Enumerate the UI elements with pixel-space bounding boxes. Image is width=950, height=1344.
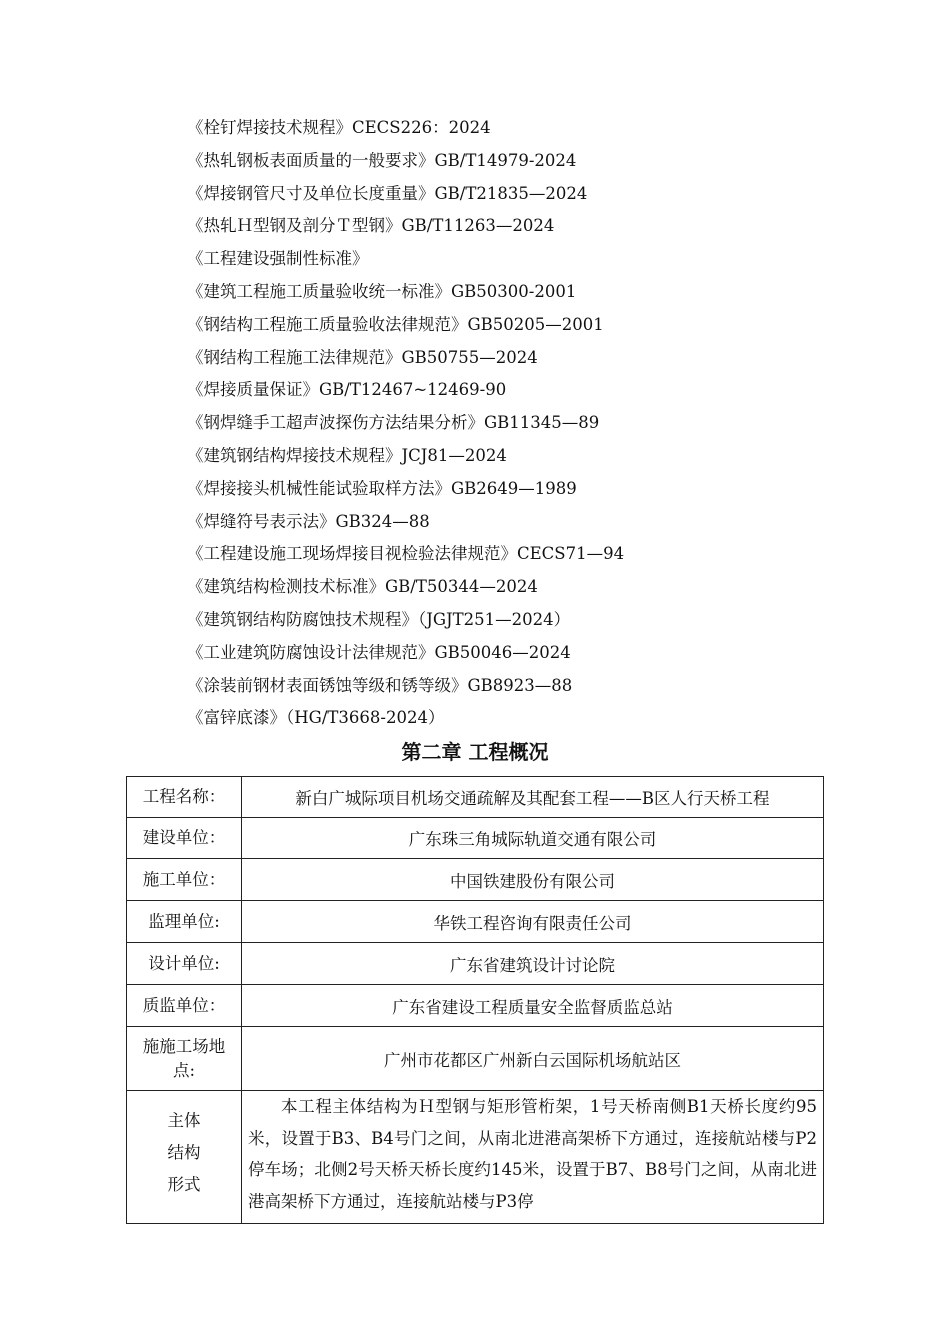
reference-item: 《钢结构工程施工法律规范》GB50755—2024 — [187, 347, 538, 367]
structure-label-line: 结构 — [167, 1143, 201, 1162]
row-label: 质监单位： — [127, 985, 242, 1027]
structure-description — [242, 1091, 824, 1224]
structure-label — [127, 1091, 242, 1224]
reference-item: 《建筑结构检测技术标准》GB/T50344—2024 — [187, 577, 538, 597]
reference-item: 《钢结构工程施工质量验收法律规范》GB50205—2001 — [187, 314, 604, 334]
reference-item: 《焊接钢管尺寸及单位长度重量》GB/T21835—2024 — [187, 183, 588, 203]
project-overview-table — [126, 776, 824, 1224]
table-row — [127, 818, 824, 859]
row-label: 工程名称： — [127, 777, 242, 818]
reference-item: 《焊接质量保证》GB/T12467~12469-90 — [187, 380, 507, 400]
table-row — [127, 943, 824, 985]
row-value: 广东省建筑设计讨论院 — [242, 943, 824, 985]
reference-item: 《焊缝符号表示法》GB324—88 — [187, 511, 430, 531]
structure-text: 本工程主体结构为Ｈ型钢与矩形管桁架，1号天桥南侧B1天桥长度约95米，设置于B3、B4号门之间，从南北进港高架桥下方通过，连接航站楼与P2停车场；北侧2号天桥天桥长度约145米，设置于B7、B8号门之间，从南北进港高架桥下方通过，连接航站楼与P3停 — [248, 1097, 817, 1211]
reference-item: 《涂装前钢材表面锈蚀等级和锈等级》GB8923—88 — [187, 675, 573, 695]
chapter-title: 第二章 工程概况 — [401, 740, 549, 764]
table-row — [127, 1027, 824, 1091]
reference-item: 《富锌底漆》（HG/T3668-2024） — [187, 708, 445, 728]
row-label: 施施工场地点: — [127, 1027, 242, 1091]
row-label: 建设单位： — [127, 818, 242, 859]
row-value: 中国铁建股份有限公司 — [242, 859, 824, 901]
reference-item: 《栓钉焊接技术规程》CECS226：2024 — [187, 118, 491, 137]
reference-item: 《工程建设施工现场焊接目视检验法律规范》CECS71—94 — [187, 544, 625, 564]
row-value: 华铁工程咨询有限责任公司 — [242, 901, 824, 943]
reference-item: 《钢焊缝手工超声波探伤方法结果分析》GB11345—89 — [187, 413, 600, 433]
reference-item: 《工程建设强制性标准》 — [187, 249, 369, 269]
reference-list — [187, 112, 624, 735]
structure-label-line: 形式 — [167, 1175, 201, 1194]
row-label: 监理单位: — [127, 901, 242, 943]
table-row — [127, 777, 824, 818]
row-value: 广州市花都区广州新白云国际机场航站区 — [242, 1027, 824, 1091]
reference-item: 《建筑工程施工质量验收统一标准》GB50300-2001 — [187, 281, 577, 301]
row-value: 新白广城际项目机场交通疏解及其配套工程——B区人行天桥工程 — [242, 777, 824, 818]
reference-item: 《建筑钢结构防腐蚀技术规程》（JGJT251—2024） — [187, 609, 571, 629]
reference-item: 《焊接接头机械性能试验取样方法》GB2649—1989 — [187, 478, 577, 498]
row-value: 广东珠三角城际轨道交通有限公司 — [242, 818, 824, 859]
reference-item: 《建筑钢结构焊接技术规程》JCJ81—2024 — [187, 445, 507, 465]
reference-item: 《热轧Ｈ型钢及剖分Ｔ型钢》GB/T11263—2024 — [187, 216, 555, 236]
row-label: 设计单位: — [127, 943, 242, 985]
row-label: 施工单位： — [127, 859, 242, 901]
structure-label-line: 主体 — [167, 1111, 201, 1130]
table-row — [127, 901, 824, 943]
reference-item: 《热轧钢板表面质量的一般要求》GB/T14979-2024 — [187, 150, 577, 170]
table-row-structure — [127, 1091, 824, 1224]
table-row — [127, 859, 824, 901]
row-value: 广东省建设工程质量安全监督质监总站 — [242, 985, 824, 1027]
reference-item: 《工业建筑防腐蚀设计法律规范》GB50046—2024 — [187, 642, 571, 662]
table-row — [127, 985, 824, 1027]
